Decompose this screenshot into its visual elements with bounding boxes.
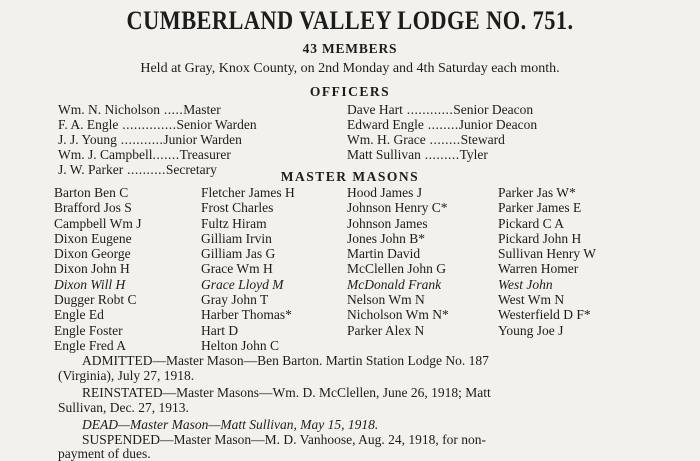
leader-dots: ........ <box>423 117 459 132</box>
officer-entry <box>347 147 488 162</box>
officer-entry <box>58 132 242 147</box>
leader-dots: ..... <box>160 102 184 117</box>
leader-dots: .......... <box>123 162 166 177</box>
officer-entry <box>347 102 533 117</box>
lodge-title: CUMBERLAND VALLEY LODGE NO. 751. <box>126 6 574 35</box>
member-name: Barton Ben C <box>54 185 129 200</box>
suspended-line-2: payment of dues. <box>58 446 151 461</box>
officer-name: Edward Engle <box>347 117 424 132</box>
member-name: Johnson James <box>347 215 428 231</box>
member-name: Nelson Wm N <box>347 292 425 308</box>
member-name: Dixon Will H <box>54 276 126 292</box>
member-name: Martin David <box>347 246 421 262</box>
reinstated-note <box>58 385 638 415</box>
officer-name: J. J. Young <box>58 132 117 147</box>
officers-heading: OFFICERS <box>309 84 391 99</box>
member-name: Engle Foster <box>54 322 123 338</box>
officer-office: Senior Warden <box>176 117 257 132</box>
master-masons-heading: MASTER MASONS <box>280 169 420 184</box>
admitted-line-1: ADMITTED—Master Mason—Ben Barton. Martin Station Lodge No. 187 <box>82 353 489 368</box>
member-name: Pickard C A <box>498 215 564 231</box>
member-name: Harber Thomas* <box>201 307 292 323</box>
officer-entry <box>58 147 231 162</box>
officer-name: J. W. Parker <box>58 162 124 177</box>
member-name: Campbell Wm J <box>54 215 142 231</box>
officer-office: Junior Deacon <box>458 117 538 132</box>
member-name: Dugger Robt C <box>54 292 137 308</box>
officer-name: Wm. J. Campbell <box>58 147 153 162</box>
member-name: Johnson Henry C* <box>347 200 448 216</box>
officer-entry <box>58 117 257 132</box>
member-name: Helton John C <box>201 337 280 353</box>
member-name: Westerfield D F* <box>498 307 591 323</box>
member-name: Fletcher James H <box>201 185 295 200</box>
member-name: West Wm N <box>498 292 565 308</box>
officer-office: Senior Deacon <box>453 102 534 117</box>
officer-name: Matt Sullivan <box>347 147 421 162</box>
officer-office: Treasurer <box>179 147 231 162</box>
member-name: Warren Homer <box>498 261 579 277</box>
meeting-schedule: Held at Gray, Knox County, on 2nd Monday and 4th Saturday each month. <box>140 61 560 76</box>
officer-name: F. A. Engle <box>58 117 119 132</box>
member-name: Dixon George <box>54 246 131 262</box>
master-masons-column-2 <box>201 185 295 353</box>
member-name: Hart D <box>201 322 239 338</box>
member-count: 43 MEMBERS <box>302 41 398 56</box>
reinstated-line-2: Sullivan, Dec. 27, 1913. <box>58 400 189 415</box>
officer-office: Tyler <box>459 147 488 162</box>
officer-entry <box>58 102 221 117</box>
member-name: Dixon John H <box>54 261 130 277</box>
dead-note <box>58 417 638 432</box>
member-name: McClellen John G <box>347 261 446 277</box>
officer-entry <box>347 117 537 132</box>
master-masons-column-1 <box>54 185 142 353</box>
member-name: Parker Jas W* <box>498 185 576 200</box>
leader-dots: ........... <box>116 132 164 147</box>
officer-entry <box>347 132 505 147</box>
dead-line-1: DEAD—Master Mason—Matt Sullivan, May 15, 1918. <box>82 417 379 432</box>
officer-office: Steward <box>460 132 505 147</box>
officer-office: Secretary <box>165 162 217 177</box>
officer-name: Dave Hart <box>347 102 403 117</box>
master-masons-column-4 <box>498 185 596 338</box>
officer-name: Wm. N. Nicholson <box>58 102 160 117</box>
leader-dots: ........ <box>425 132 461 147</box>
member-name: Hood James J <box>347 185 422 200</box>
leader-dots: .............. <box>118 117 177 132</box>
member-name: Parker Alex N <box>347 322 425 338</box>
member-name: Grace Wm H <box>201 261 273 277</box>
member-name: Fultz Hiram <box>201 215 267 231</box>
member-name: Engle Fred A <box>54 337 126 353</box>
leader-dots: ............ <box>402 102 454 117</box>
member-name: West John <box>498 276 553 292</box>
member-name: Young Joe J <box>498 322 564 338</box>
member-name: McDonald Frank <box>347 276 442 292</box>
leader-dots: ......... <box>420 147 460 162</box>
member-name: Brafford Jos S <box>54 200 132 216</box>
officer-name: Wm. H. Grace <box>347 132 426 147</box>
suspended-note <box>58 433 638 461</box>
member-name: Nicholson Wm N* <box>347 307 449 323</box>
admitted-line-2: (Virginia), July 27, 1918. <box>58 368 195 383</box>
member-name: Parker James E <box>498 200 582 216</box>
member-name: Jones John B* <box>347 230 426 246</box>
reinstated-line-1: REINSTATED—Master Masons—Wm. D. McClellen, June 26, 1918; Matt <box>82 385 491 400</box>
officer-office: Junior Warden <box>163 132 242 147</box>
member-name: Frost Charles <box>201 200 274 216</box>
suspended-line-1: SUSPENDED—Master Mason—M. D. Vanhoose, Aug. 24, 1918, for non- <box>82 432 486 447</box>
member-name: Gray John T <box>201 292 269 308</box>
member-name: Gilliam Jas G <box>201 246 276 262</box>
member-name: Sullivan Henry W <box>498 246 596 262</box>
member-name: Gilliam Irvin <box>201 230 272 246</box>
member-name: Engle Ed <box>54 307 104 323</box>
officer-office: Master <box>183 102 221 117</box>
member-name: Grace Lloyd M <box>201 276 284 292</box>
master-masons-column-3 <box>347 185 449 338</box>
member-name: Pickard John H <box>498 230 582 246</box>
admitted-note <box>58 353 638 383</box>
member-name: Dixon Eugene <box>54 230 132 246</box>
leader-dots: ....... <box>152 147 180 162</box>
